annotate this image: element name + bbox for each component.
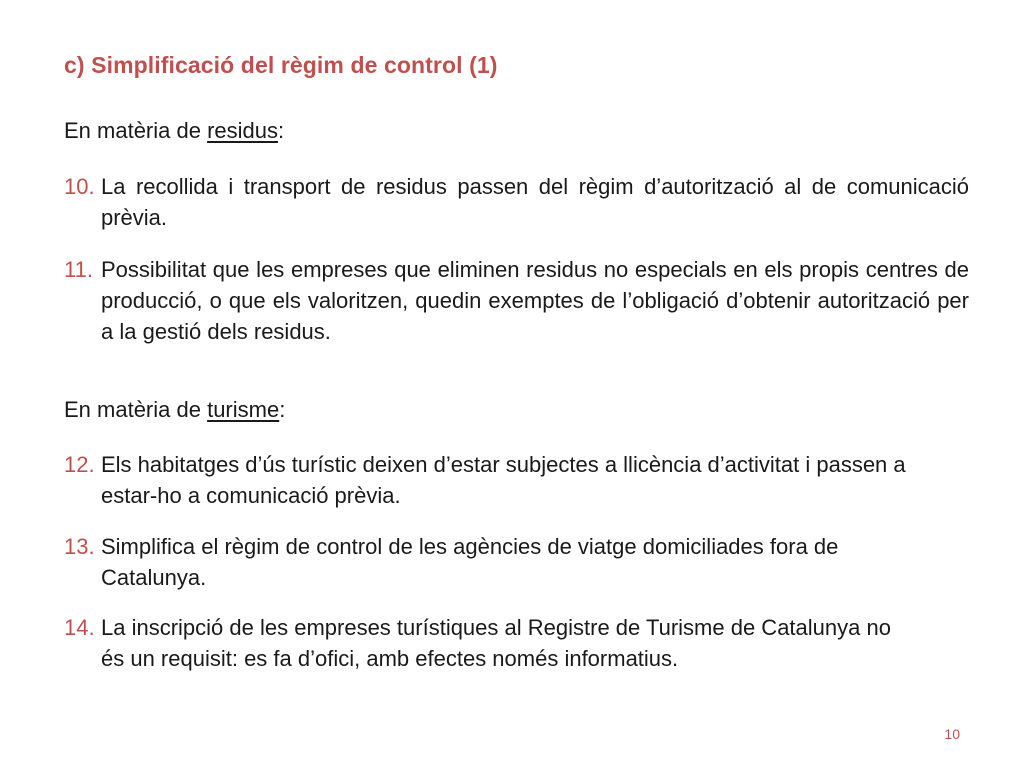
section-heading-keyword: residus <box>207 118 278 143</box>
item-text: Simplifica el règim de control de les agències de viatge domiciliades fora de Catalunya. <box>101 534 839 590</box>
section-heading-suffix: : <box>278 118 285 143</box>
item-number: 10. <box>64 174 95 199</box>
item-text: La inscripció de les empreses turístiques al Registre de Turisme de Catalunya no és un requisit: es fa d’ofici, amb efectes només informatius. <box>101 615 891 671</box>
section-heading-prefix: En matèria de <box>64 397 208 422</box>
list-item-12 <box>64 449 964 511</box>
section-heading-turisme <box>64 395 285 425</box>
list-item-13 <box>64 531 924 593</box>
list-item-11 <box>64 254 969 347</box>
item-number: 11. <box>64 257 93 282</box>
item-number: 13. <box>64 534 95 559</box>
item-number: 14. <box>64 615 95 640</box>
section-heading-prefix: En matèria de <box>64 118 208 143</box>
item-text: Possibilitat que les empreses que eliminen residus no especials en els propis centres de producció, o que els valoritzen, quedin exemptes de l’obligació d’obtenir autorització per a la gestió dels residus. <box>101 257 969 344</box>
item-number: 12. <box>64 452 95 477</box>
page-number: 10 <box>944 726 960 742</box>
item-text: Els habitatges d’ús turístic deixen d’estar subjectes a llicència d’activitat i passen a estar-ho a comunicació prèvia. <box>101 452 906 508</box>
list-item-14 <box>64 612 914 674</box>
section-heading-residus <box>64 116 284 146</box>
slide-title: c) Simplificació del règim de control (1) <box>64 52 498 78</box>
section-heading-suffix: : <box>279 397 286 422</box>
list-item-10 <box>64 171 969 233</box>
item-text: La recollida i transport de residus passen del règim d’autorització al de comunicació prèvia. <box>101 174 969 230</box>
section-heading-keyword: turisme <box>207 397 280 422</box>
